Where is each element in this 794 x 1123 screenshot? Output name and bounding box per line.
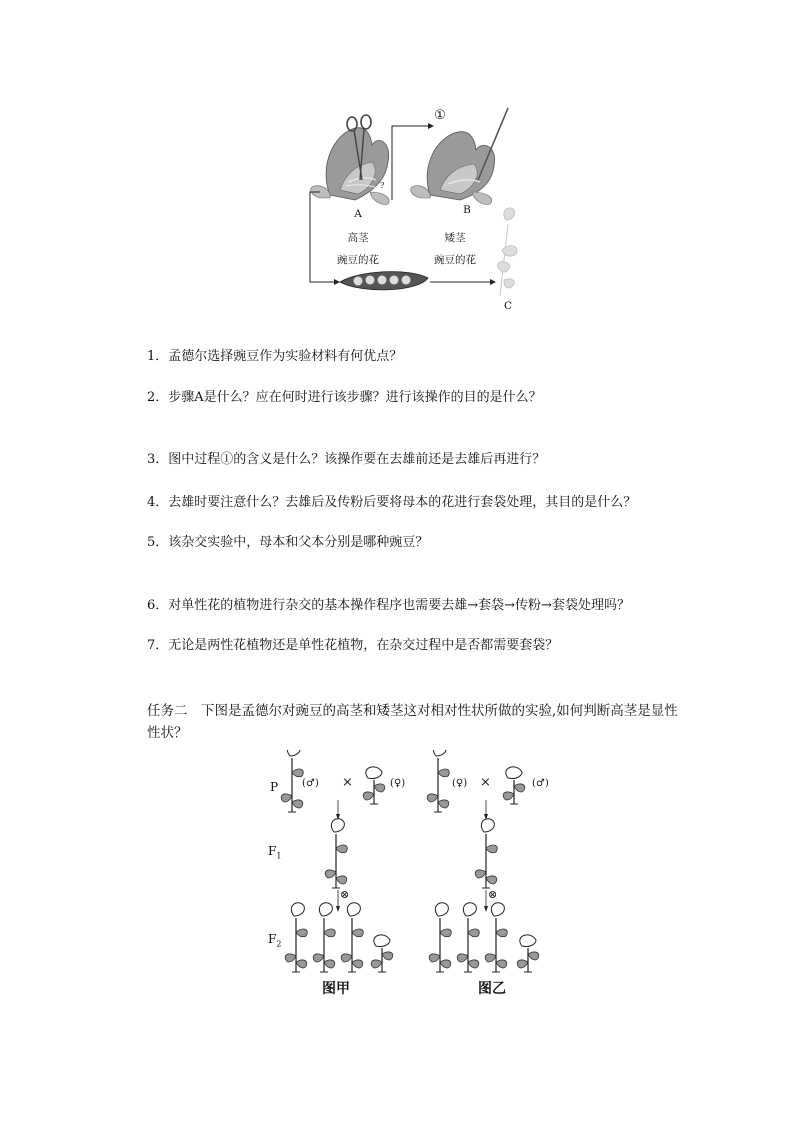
p-right-tall-plant <box>427 750 449 812</box>
flower-a-label-line1: 高茎 <box>347 232 369 244</box>
f2-right-dwarf-plant <box>517 935 539 972</box>
p-left-male-symbol: (♂) <box>302 778 319 789</box>
p-left-dwarf-plant <box>363 767 385 804</box>
row-label-f2 <box>268 932 281 948</box>
flower-a-letter: A <box>354 208 362 220</box>
question-4: 4．去雄时要注意什么？去雄后及传粉后要将母本的花进行套袋处理，其目的是什么？ <box>147 495 637 510</box>
flower-a-illustration <box>311 128 389 205</box>
p-left-tall-plant <box>281 750 303 812</box>
pollination-diagram <box>300 100 530 320</box>
f2-right-tall-plant-1 <box>429 903 451 972</box>
p-right-female-symbol: (♀) <box>452 778 468 789</box>
flower-a-label-line2: 豌豆的花 <box>337 254 379 266</box>
flower-b-label-line2: 豌豆的花 <box>434 254 476 266</box>
question-2: 2．步骤A是什么？应在何时进行该步骤？进行该操作的目的是什么？ <box>147 390 542 405</box>
p-right-dwarf-plant <box>503 767 525 804</box>
question-1: 1．孟德尔选择豌豆作为实验材料有何优点？ <box>147 349 403 364</box>
f2-left-dwarf-plant <box>371 935 393 972</box>
row-label-f2-main: F <box>268 932 277 946</box>
p-right-male-symbol: (♂) <box>532 778 549 789</box>
pollination-figure <box>300 100 530 320</box>
row-label-f1 <box>268 844 281 860</box>
task2-text: 任务二 下图是孟德尔对豌豆的高茎和矮茎这对相对性状所做的实验,如何判断高茎是显性性状？ <box>147 703 678 741</box>
flower-a-question-mark: ? <box>380 181 385 190</box>
row-label-f1-main: F <box>268 844 277 858</box>
pea-pod-illustration <box>340 272 428 290</box>
caption-right: 图乙 <box>478 981 506 997</box>
f1-right-tall-plant <box>475 819 497 888</box>
offspring-letter: C <box>503 300 513 312</box>
offspring-plant-illustration <box>498 208 517 296</box>
f2-right-tall-plant-2 <box>457 903 479 972</box>
row-label-f2-sub: 2 <box>276 939 282 949</box>
question-5: 5．该杂交实验中，母本和父本分别是哪种豌豆？ <box>147 535 429 550</box>
question-7: 7．无论是两性花植物还是单性花植物，在杂交过程中是否都需要套袋？ <box>147 638 559 653</box>
f1-left-tall-plant <box>325 819 347 888</box>
step-marker: ① <box>434 108 446 123</box>
row-label-f1-sub: 1 <box>276 851 282 861</box>
f2-left-tall-plant-3 <box>341 903 363 972</box>
f2-left-tall-plant-2 <box>313 903 335 972</box>
row-label-p: P <box>270 780 279 794</box>
flower-b-illustration <box>411 132 495 205</box>
cross-figure <box>260 750 570 1000</box>
task2-paragraph <box>119 700 679 744</box>
f2-left-tall-plant-1 <box>285 903 307 972</box>
question-3: 3．图中过程①的含义是什么？该操作要在去雄前还是去雄后再进行？ <box>147 452 546 467</box>
question-6: 6．对单性花的植物进行杂交的基本操作程序也需要去雄→套袋→传粉→套袋处理吗？ <box>147 598 630 613</box>
p-left-cross-sign: × <box>342 775 353 790</box>
f1-left-self-sign: ⊗ <box>340 888 350 901</box>
f1-right-self-sign: ⊗ <box>488 888 498 901</box>
p-right-cross-sign: × <box>480 775 491 790</box>
p-left-female-symbol: (♀) <box>390 778 406 789</box>
flower-b-label-line1: 矮茎 <box>444 232 466 244</box>
flower-b-letter: B <box>463 204 471 216</box>
caption-left: 图甲 <box>322 981 350 997</box>
f2-right-tall-plant-3 <box>485 903 507 972</box>
